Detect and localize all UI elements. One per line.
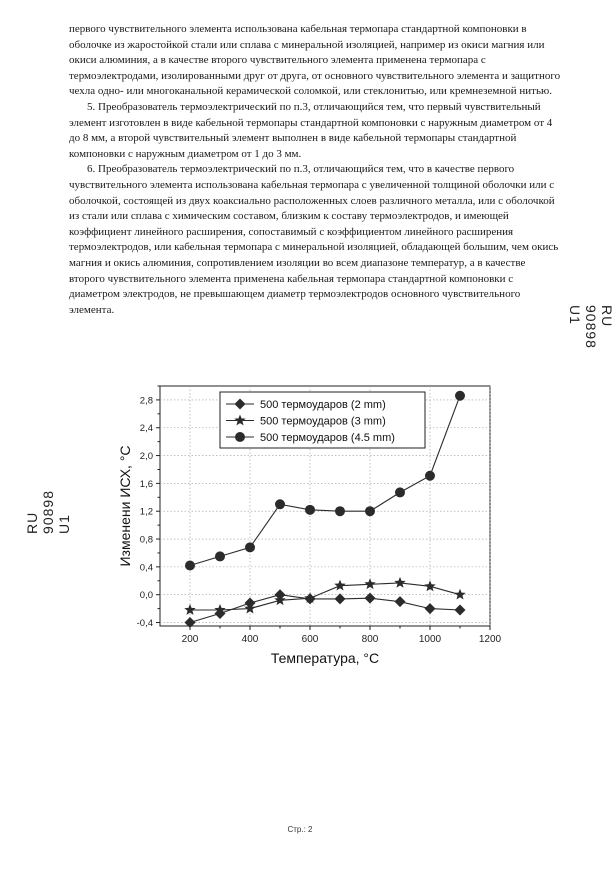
data-point-diamond [365,593,376,604]
patent-code-right [567,305,615,349]
y-tick-label: 0,0 [139,590,153,602]
x-tick-label: 400 [241,634,259,645]
y-tick-label: 0,8 [139,534,153,546]
claim-5: 5. Преобразователь термоэлектрический по п.3, отличающийся тем, что первый чувствительный элемент изготовлен в виде кабельной термопары стандартной компоновки с наружным диаметром от 4 до 8 мм, а второй чувствительный элемент выполнен в виде кабельной термопары стандартной компоновки с наружным диаметром от 1 до 3 мм. [69,100,553,160]
data-point-circle [365,506,375,516]
x-tick-label: 600 [301,634,319,645]
data-point-star [394,577,405,588]
data-point-circle [395,487,405,497]
patent-kind: U1 [56,514,72,534]
data-point-star [364,578,375,589]
x-tick-label: 1200 [478,634,502,645]
patent-number: 90898 [40,490,56,534]
data-point-star [334,580,345,591]
chart-svg [110,378,520,683]
y-tick-label: 0,4 [139,562,153,574]
x-axis-title: Температура, °C [270,650,380,666]
data-point-diamond [425,603,436,614]
claim-6: 6. Преобразователь термоэлектрический по п.3, отличающийся тем, что в качестве первого чувствительного элемента использована кабельная термопара с увеличенной толщиной оболочки или с оболочкой, состоящей из двух коаксиально расположенных слоев различного металла, или с оболочкой из стали или сплава с химическим составом, близким к составу термоэлектродов, и имеющей коэффициент линейного расширения, сопоставимый с коэффициентом линейного расширения термоэлектродов, или кабельная термопара с минеральной изоляцией, обладающей большим, чем окись магния и окись алюминия, сопротивлением изоляции во всем диапазоне температур, а в качестве второго чувствительного элемента применена кабельная термопара стандартной компоновки с диаметром электродов, не превышающем диаметр термоэлектродов основного чувствительного элемента. [69,163,559,316]
legend-label: 500 термоударов (2 mm) [260,399,386,411]
paragraph-continued: первого чувствительного элемента использована кабельная термопара стандартной компоновки в оболочке из жаростойкой стали или сплава с минеральной изоляцией, например из окиси магния или окиси алюминия, а в качестве второго чувствительного элемента применена термопара с термоэлектродами, изолированными друг от друга, от основного чувствительного элемента и защитного чехла одно- или многоканальной керамической соломкой, или стеклонитью, или кремнеземной нитью. [69,23,561,98]
thermoshock-chart [110,378,520,683]
data-point-diamond [335,593,346,604]
data-point-circle [455,391,465,401]
x-tick-label: 800 [361,634,379,645]
y-axis-title: Изменени ИСХ, °C [117,445,133,567]
x-tick-label: 200 [181,634,199,645]
y-tick-label: 1,2 [139,506,153,518]
patent-code-left [24,490,72,534]
data-point-circle [215,551,225,561]
series-line-diamond [190,595,460,623]
y-tick-label: 2,8 [139,395,153,407]
patent-number: 90898 [583,305,599,349]
data-point-diamond [455,605,466,616]
data-point-circle [275,499,285,509]
data-point-circle [185,560,195,570]
patent-country: RU [599,305,615,328]
data-point-diamond [395,596,406,607]
data-point-star [184,604,195,615]
data-point-circle [335,506,345,516]
data-point-circle [245,542,255,552]
data-point-star [454,589,465,600]
legend-label: 500 термоударов (3 mm) [260,415,386,428]
claims-text [69,22,561,318]
patent-kind: U1 [567,305,583,325]
y-tick-label: 2,4 [139,423,153,435]
legend-marker-circle [235,432,245,442]
legend-label: 500 термоударов (4.5 mm) [260,432,395,444]
y-tick-label: 1,6 [139,478,153,490]
y-tick-label: 2,0 [139,451,153,463]
y-tick-label: -0,4 [136,618,153,630]
patent-country: RU [24,511,40,534]
page-number: Стр.: 2 [287,825,313,834]
data-point-circle [305,505,315,515]
x-tick-label: 1000 [418,634,442,645]
data-point-circle [425,471,435,481]
